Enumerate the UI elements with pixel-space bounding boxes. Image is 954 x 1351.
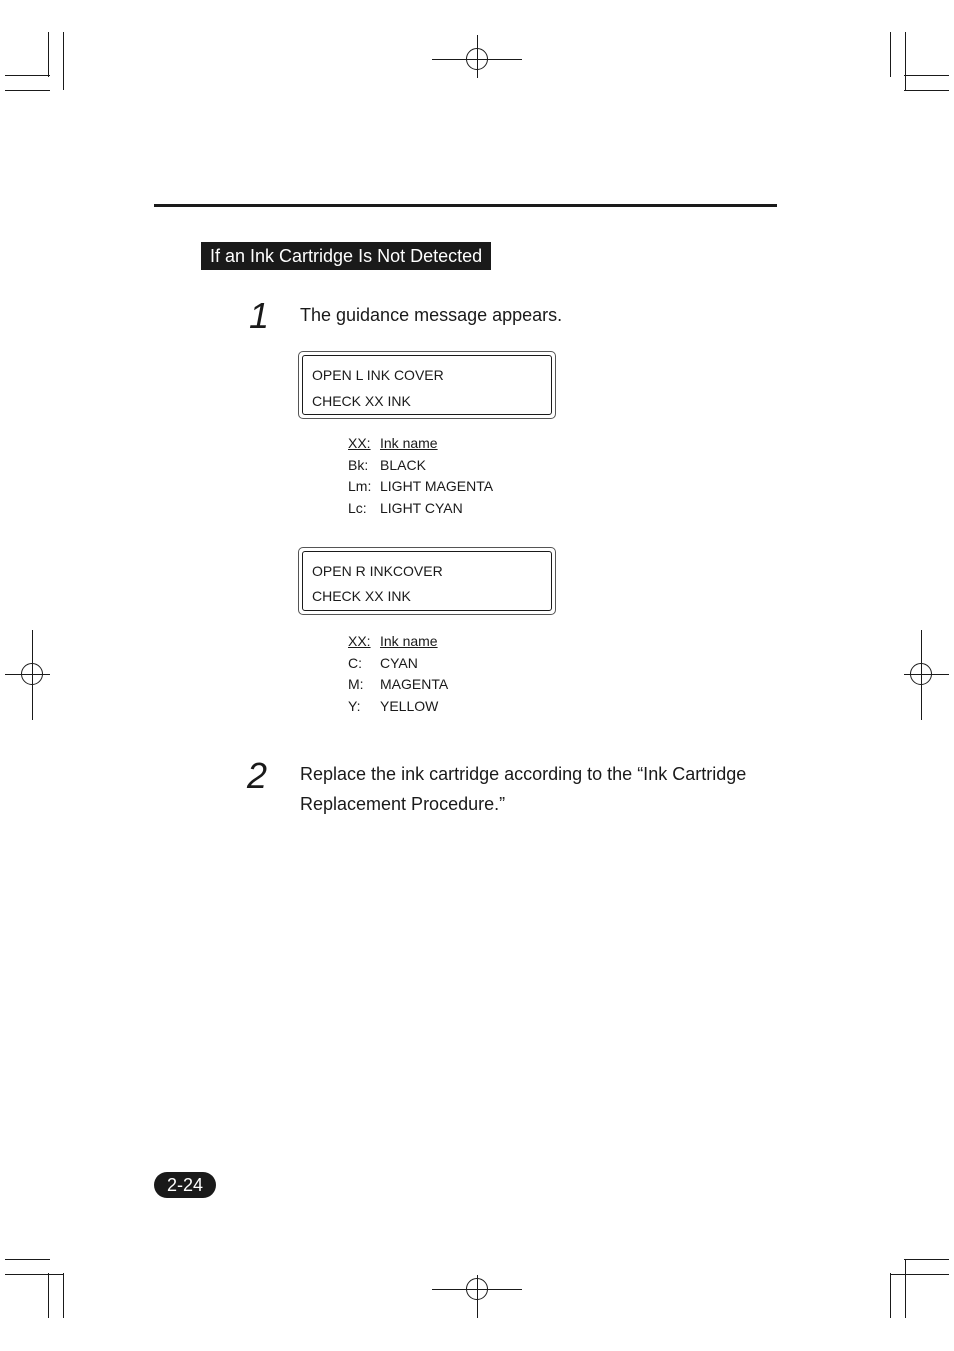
legend-row: Lc: LIGHT CYAN bbox=[348, 499, 463, 516]
section-heading: If an Ink Cartridge Is Not Detected bbox=[201, 242, 491, 270]
lcd-line: CHECK XX INK bbox=[312, 588, 411, 604]
lcd-display bbox=[298, 547, 556, 615]
lcd-line: OPEN R INKCOVER bbox=[312, 563, 443, 579]
lcd-line: OPEN L INK COVER bbox=[312, 367, 444, 383]
legend-row: Y: YELLOW bbox=[348, 697, 439, 714]
legend-row: Bk: BLACK bbox=[348, 456, 426, 473]
lcd-display bbox=[298, 351, 556, 419]
ink-legend bbox=[348, 631, 448, 717]
step-number: 2 bbox=[247, 755, 268, 796]
step-text-line: Replacement Procedure.” bbox=[300, 794, 506, 814]
legend-header: XX: Ink name bbox=[348, 435, 438, 451]
header-rule bbox=[154, 204, 777, 207]
step-number: 1 bbox=[249, 295, 270, 336]
lcd-line: CHECK XX INK bbox=[312, 393, 411, 409]
page-number: 2-24 bbox=[154, 1172, 216, 1198]
legend-row: M: MAGENTA bbox=[348, 676, 449, 693]
legend-header: XX: Ink name bbox=[348, 633, 438, 649]
step-text bbox=[300, 759, 746, 819]
legend-row: C: CYAN bbox=[348, 654, 418, 671]
step-text-line: Replace the ink cartridge according to the “Ink Cartridge bbox=[300, 764, 747, 784]
legend-row: Lm: LIGHT MAGENTA bbox=[348, 478, 494, 495]
step-text: The guidance message appears. bbox=[300, 305, 563, 325]
ink-legend bbox=[348, 433, 493, 519]
